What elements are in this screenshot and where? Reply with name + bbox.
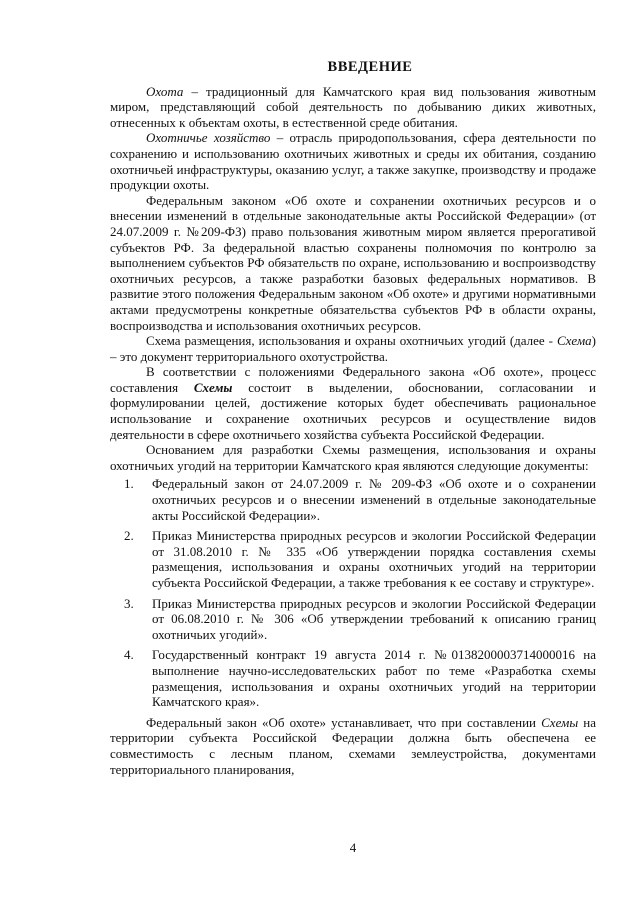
paragraph-scheme-process: В соответствии с положениями Федерального закона «Об охоте», процесс составления Схемы состоит в выделении, обосновании, согласовании и формулировании целей, достижение которых будет обеспечивать рациональное использование и сохранение охотничьих ресурсов и осуществление видов деятельности в сфере охотничьего хозяйства субъекта Российской Федерации. <box>110 364 597 442</box>
term-scheme-bold: Схемы <box>193 379 233 395</box>
list-item: 2. Приказ Министерства природных ресурсов и экологии Российской Федерации от 31.08.2010 г. № 335 «Об утверждении порядка составления схемы размещения, использования и охраны охотничьих угодий на территории субъекта Российской Федерации, а также требования к ее составу и структуре». <box>124 528 596 590</box>
paragraph-hunting-definition <box>110 84 596 131</box>
paragraph-text: – отрасль природопользования, сфера деятельности по сохранению и использованию охотничьих животных и среды их обитания, созданию охотничьей инфраструктуры, оказанию услуг, а также закупке, производству и продаже продукции охоты. <box>110 130 596 193</box>
paragraph-basis: Основанием для разработки Схемы размещения, использования и охраны охотничьих угодий на территории Камчатского края являются следующие документы: <box>110 442 596 473</box>
term-scheme: Схемы <box>541 714 579 730</box>
term-scheme: Схема <box>556 333 592 349</box>
paragraph-scheme-definition: Схема размещения, использования и охраны охотничьих угодий (далее - Схема) – это документ территориального охотустройства. <box>110 333 596 364</box>
term-hunting: Охота <box>146 83 184 99</box>
paragraph-federal-law: Федеральным законом «Об охоте и сохранении охотничьих ресурсов и о внесении изменений в отдельные законодательные акты Российской Федерации» (от 24.07.2009 г. №209-ФЗ) право пользования животным миром является прерогативой субъектов РФ. За федеральной властью сохранены полномочия по контролю за выполнением субъектов РФ обязательств по охране, использованию и воспроизводству охотничьих ресурсов, а также разработки базовых федеральных нормативов. В развитие этого положения Федеральным законом «Об охоте» и другими нормативными актами предусмотрены конкретные обязательства субъектов РФ в области охраны, воспроизводства и использования охотничьих ресурсов. <box>110 192 596 333</box>
paragraph-hunting-economy-definition <box>110 130 596 192</box>
documents-list <box>110 476 596 709</box>
paragraph-text: – традиционный для Камчатского края вид пользования животным миром, представляющий собой деятельность по добыванию диких животных, отнесенных к объектам охоты, в естественной среде обитания. <box>110 83 596 130</box>
section-heading: ВВЕДЕНИЕ <box>327 59 413 75</box>
list-item: 3. Приказ Министерства природных ресурсов и экологии Российской Федерации от 06.08.2010 г. № 306 «Об утверждении требований к описанию границ охотничьих угодий». <box>124 595 596 642</box>
page-number: 4 <box>349 840 357 855</box>
paragraph-compatibility: Федеральный закон «Об охоте» устанавливает, что при составлении Схемы на территории субъекта Российской Федерации должна быть обеспечена ее совместимость с лесным планом, схемами землеустройства, документами территориального планирования, <box>110 714 596 777</box>
term-hunting-economy: Охотничье хозяйство <box>146 130 271 146</box>
list-item: 1. Федеральный закон от 24.07.2009 г. № 209-ФЗ «Об охоте и о сохранении охотничьих ресурсов и о внесении изменений в отдельные законодательные акты Российской Федерации». <box>124 476 596 523</box>
list-item: 4. Государственный контракт 19 августа 2014 г. №0138200003714000016 на выполнение научно-исследовательских работ по теме «Разработка схемы размещения, использования и охраны охотничьих угодий на территории Камчатского края». <box>124 647 596 710</box>
